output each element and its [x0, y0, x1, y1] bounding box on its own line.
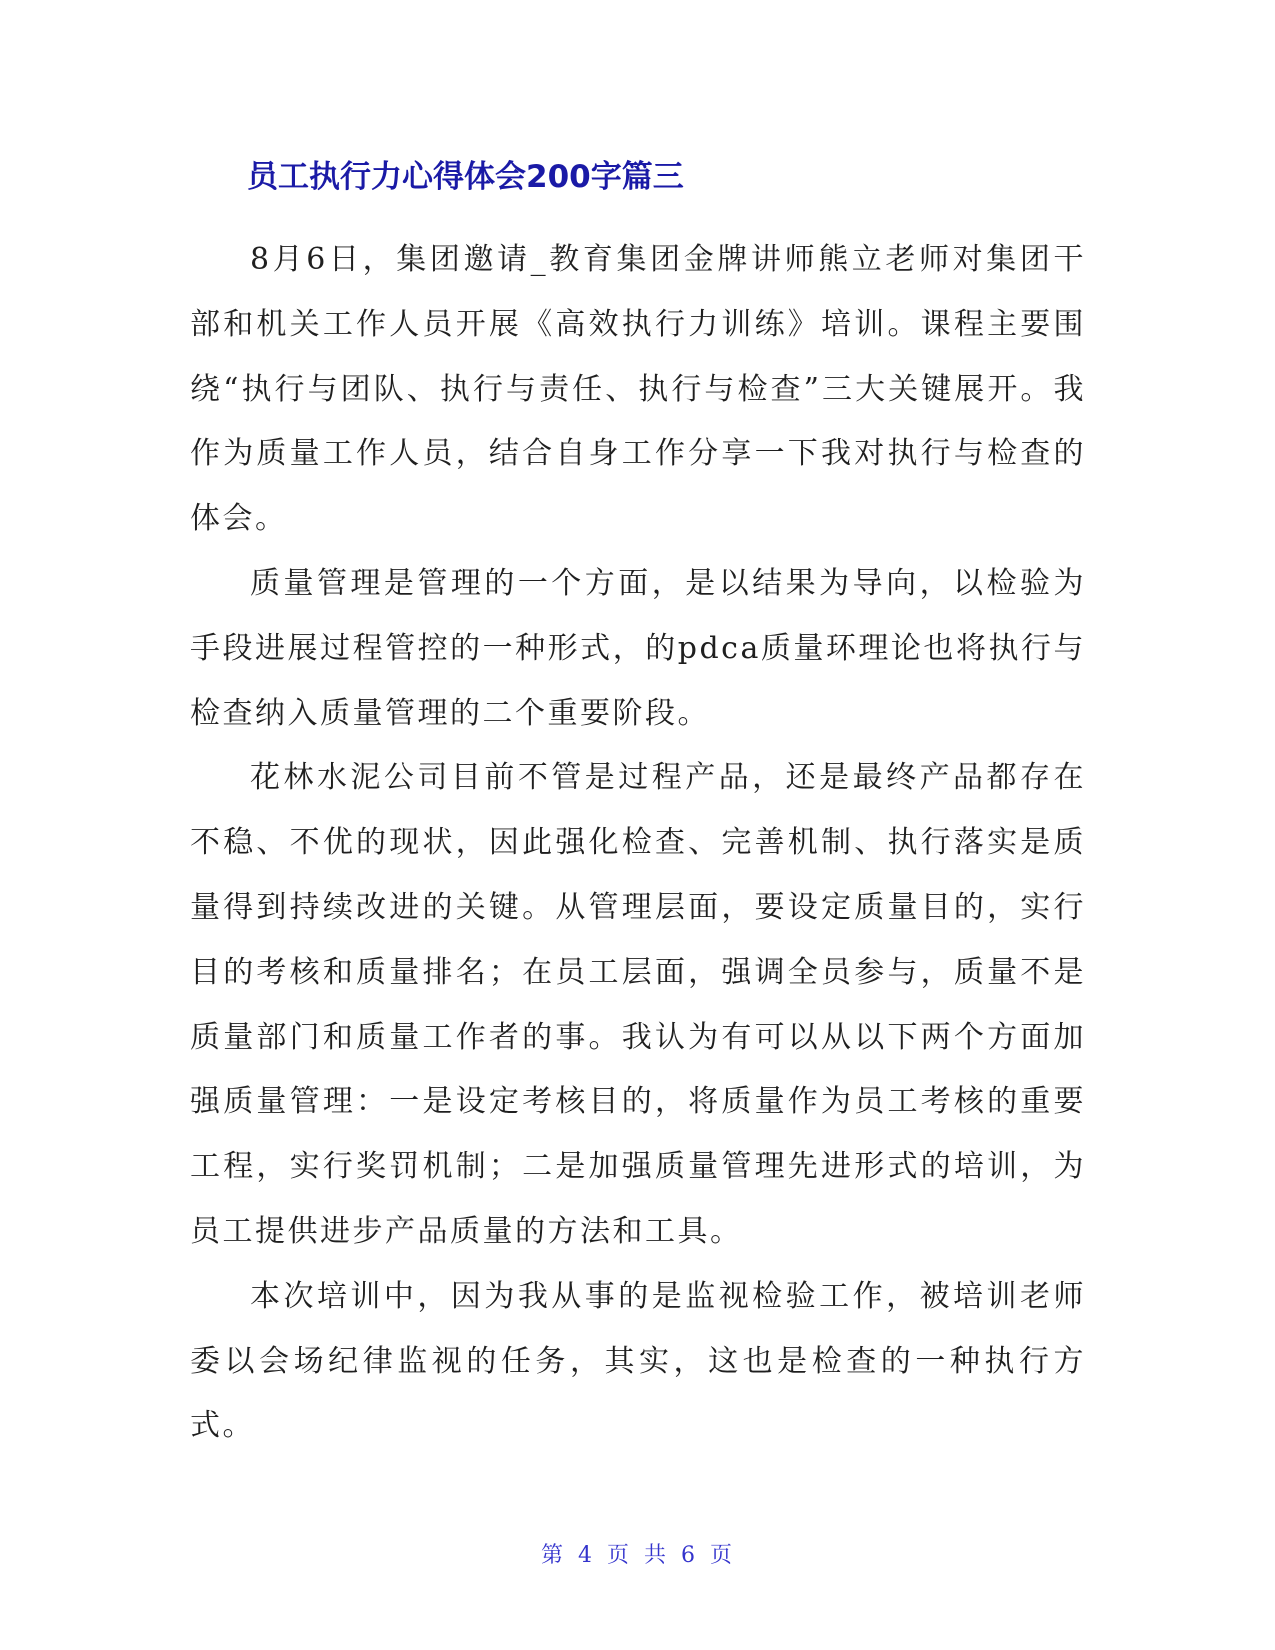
- paragraph-3: 花林水泥公司目前不管是过程产品，还是最终产品都存在不稳、不优的现状，因此强化检查、完善机制、执行落实是质量得到持续改进的关键。从管理层面，要设定质量目的，实行目的考核和质量排名；在员工层面，强调全员参与，质量不是质量部门和质量工作者的事。我认为有可以从以下两个方面加强质量管理：一是设定考核目的，将质量作为员工考核的重要工程，实行奖罚机制；二是加强质量管理先进形式的培训，为员工提供进步产品质量的方法和工具。: [190, 760, 1086, 1249]
- paragraph-2: 质量管理是管理的一个方面，是以结果为导向，以检验为手段进展过程管控的一种形式，的pdca质量环理论也将执行与检查纳入质量管理的二个重要阶段。: [190, 565, 1086, 731]
- paragraph-4: 本次培训中，因为我从事的是监视检验工作，被培训老师委以会场纪律监视的任务，其实，这也是检查的一种执行方式。: [190, 1278, 1086, 1444]
- document-title: 员工执行力心得体会200字篇三: [247, 159, 684, 195]
- page-number-footer: 第 4 页 共 6 页: [541, 1543, 734, 1568]
- document-body: [190, 228, 1086, 1459]
- paragraph-1: 8月6日，集团邀请_教育集团金牌讲师熊立老师对集团干部和机关工作人员开展《高效执行力训练》培训。课程主要围绕“执行与团队、执行与责任、执行与检查”三大关键展开。我作为质量工作人员，结合自身工作分享一下我对执行与检查的体会。: [190, 242, 1086, 537]
